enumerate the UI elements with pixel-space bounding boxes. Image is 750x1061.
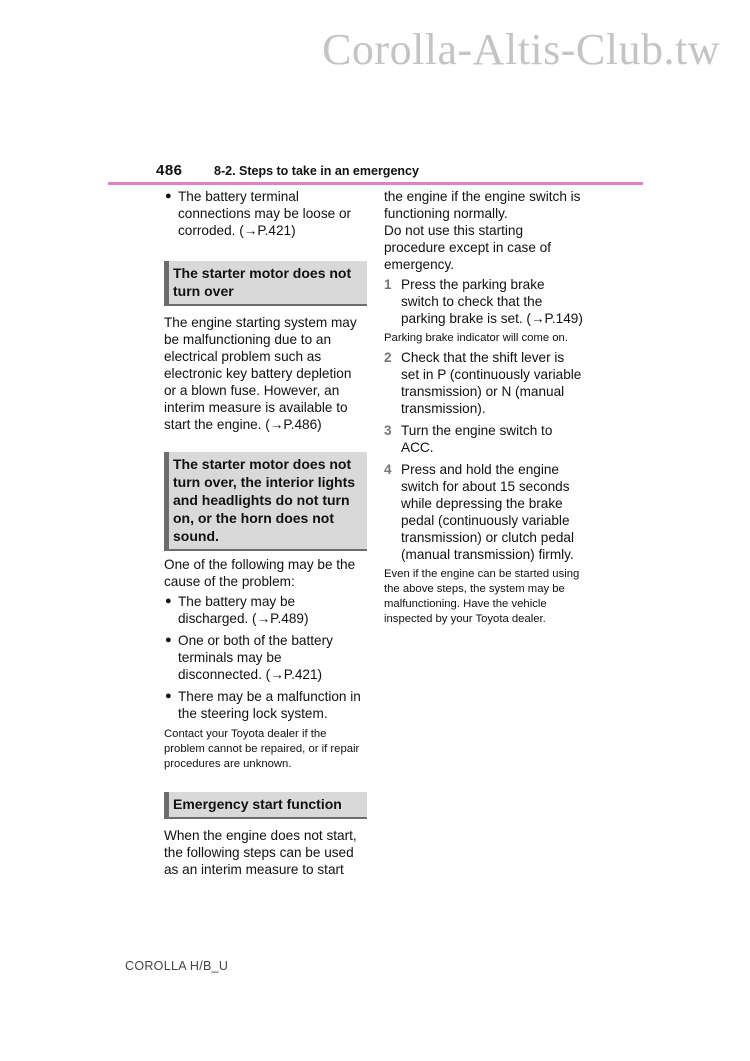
bullet-item [164, 632, 367, 683]
heading-emergency-start: Emergency start function [164, 792, 367, 819]
paragraph-starter-not-turn: The engine starting system may be malfunctioning due to an electrical problem such as electronic key battery depletion or a blown fuse. However, an interim measure is available to start the engine. (→P.486) [164, 315, 357, 432]
step-text: Press the parking brake switch to check that the parking brake is set. (→P.149) [401, 277, 583, 326]
bullet-item [164, 688, 367, 722]
paragraph-continued: the engine if the engine switch is functioning normally. [384, 189, 581, 221]
step-number: 4 [384, 462, 392, 477]
bullet-text: One or both of the battery terminals may be disconnected. (→P.421) [178, 633, 333, 682]
bullet-dot-icon: ● [165, 690, 172, 702]
footer-model-code: COROLLA H/B_U [125, 959, 229, 973]
step-item [384, 422, 584, 456]
paragraph-warning: Do not use this starting procedure except in case of emergency. [384, 223, 552, 272]
watermark: Corolla-Altis-Club.tw [322, 25, 720, 74]
paragraph-cause: One of the following may be the cause of the problem: [164, 557, 356, 589]
note-inspection: Even if the engine can be started using the above steps, the system may be malfunctioning. Have the vehicle inspected by your Toyota dealer. [384, 568, 580, 625]
note-parking-indicator: Parking brake indicator will come on. [384, 332, 568, 344]
paragraph-emergency-start: When the engine does not start, the following steps can be used as an interim measure to start [164, 828, 357, 877]
step-item [384, 276, 584, 327]
step-number: 1 [384, 277, 392, 292]
bullet-text: There may be a malfunction in the steering lock system. [178, 689, 361, 721]
step-number: 3 [384, 423, 392, 438]
bullet-dot-icon: ● [165, 634, 172, 646]
note-contact-dealer: Contact your Toyota dealer if the problem cannot be repaired, or if repair procedures are unknown. [164, 728, 360, 770]
bullet-text: The battery may be discharged. (→P.489) [178, 594, 309, 626]
step-text: Check that the shift lever is set in P (continuously variable transmission) or N (manual transmission). [401, 350, 582, 416]
page-number: 486 [156, 162, 183, 179]
step-item [384, 349, 584, 417]
bullet-dot-icon: ● [165, 190, 172, 202]
bullet-dot-icon: ● [165, 595, 172, 607]
bullet-item [164, 188, 367, 239]
heading-starter-lights-horn: The starter motor does not turn over, the interior lights and headlights do not turn on, or the horn does not sound. [164, 452, 367, 551]
section-title: 8-2. Steps to take in an emergency [214, 164, 419, 178]
step-text: Press and hold the engine switch for about 15 seconds while depressing the brake pedal (continuously variable transmission) or clutch pedal (manual transmission) firmly. [401, 462, 575, 562]
step-number: 2 [384, 350, 392, 365]
heading-starter-not-turn: The starter motor does not turn over [164, 261, 367, 306]
page-header [108, 160, 643, 186]
step-text: Turn the engine switch to ACC. [401, 423, 553, 455]
bullet-text: The battery terminal connections may be loose or corroded. (→P.421) [178, 189, 352, 238]
right-column [384, 188, 584, 627]
left-column [164, 188, 367, 878]
step-item [384, 461, 584, 563]
bullet-item [164, 593, 367, 627]
header-divider [108, 182, 643, 185]
